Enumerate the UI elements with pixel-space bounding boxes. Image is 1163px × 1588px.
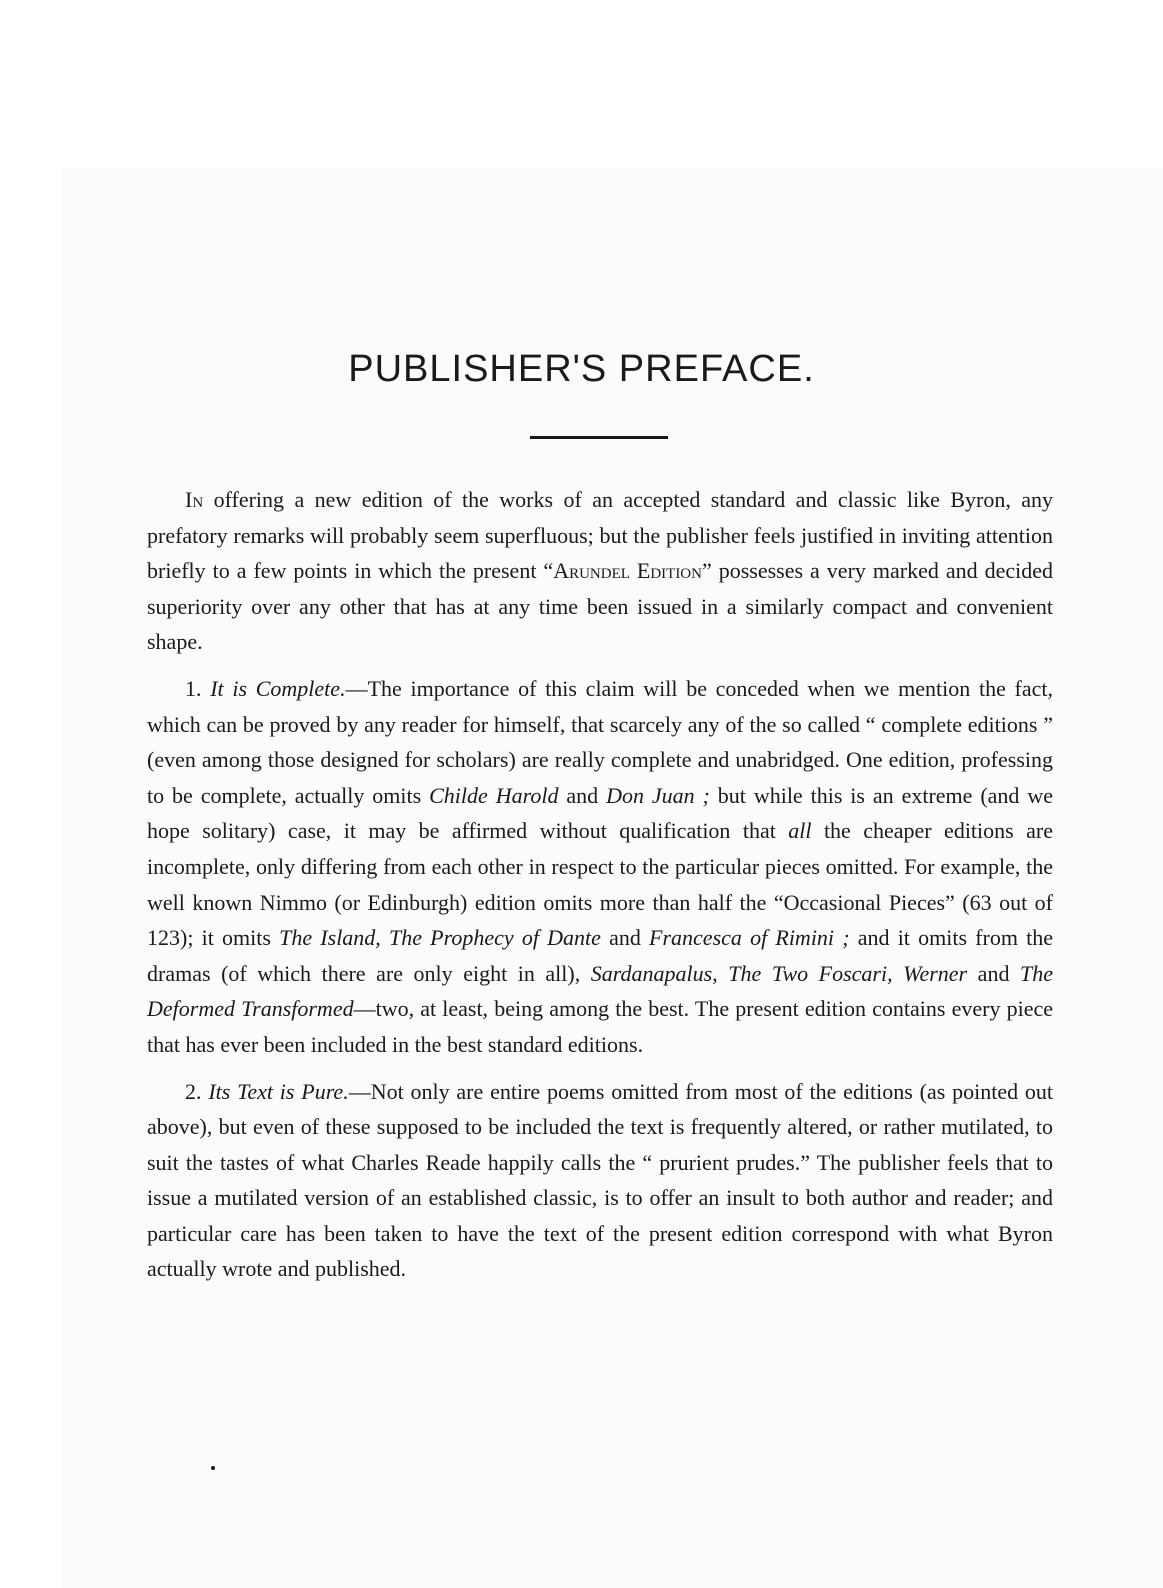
point-1-text-4: and it omits from the dramas (of which there are only eight in all), <box>147 925 1054 986</box>
intro-text-2: ” possesses a very marked and decided superiority over any other that has at any time been issued in a similarly compact and convenient shape. <box>147 558 1053 655</box>
title-divider <box>530 436 668 439</box>
point-1-paragraph <box>147 671 1053 1063</box>
point-1-text-2: but while this is an extreme (and we hope solitary) case, it may be affirmed without qualification that <box>147 782 1053 844</box>
work-don-juan: Don Juan ; <box>606 782 710 808</box>
point-1-text-3: the cheaper editions are incomplete, only differing from each other in respect to the particular pieces omitted. For example, the well known Nimmo (or Edinburgh) edition omits more than half the “Occasional Pieces” (63 out of 123); it omits <box>147 818 1053 951</box>
work-childe-harold: Childe Harold <box>429 782 559 808</box>
point-1-and-3: and <box>967 960 1020 986</box>
intro-lead-caps: In <box>185 487 204 512</box>
point-2-number: 2. <box>185 1078 202 1104</box>
point-1-text-1: —The importance of this claim will be conceded when we mention the fact, which can be proved by any reader for himself, that scarcely any of the so called “ complete editions ” (even among those designed for scholars) are really complete and unabridged. One edition, professing to be complete, actually omits <box>147 675 1054 808</box>
work-island-prophecy: The Island, The Prophecy of Dante <box>279 925 601 951</box>
point-1-and-2: and <box>600 925 650 951</box>
point-2-paragraph <box>147 1074 1053 1288</box>
stray-dot-mark <box>211 1466 215 1470</box>
work-two-foscari-werner: The Two Foscari, Werner <box>728 960 968 986</box>
edition-name: Arundel Edition <box>553 558 702 584</box>
point-2-text-1: —Not only are entire poems omitted from most of the editions (as pointed out above), but even of these supposed to be included the text is frequently altered, or rather mutilated, to suit the tastes of what Charles Reade happily calls the “ prurient prudes.” The publisher feels that to issue a mutilated version of an established classic, is to offer an insult to both author and reader; and particular care has been taken to have the text of the present edition correspond with what Byron actually wrote and published. <box>147 1078 1054 1282</box>
point-1-heading: It is Complete. <box>210 675 346 701</box>
point-1-number: 1. <box>185 675 202 701</box>
intro-text-1: offering a new edition of the works of an accepted standard and classic like Byron, any prefatory remarks will probably seem superfluous; but the publisher feels justified in inviting attention briefly to a few points in which the present “ <box>147 487 1053 584</box>
point-1-and-1: and <box>558 782 607 808</box>
point-2-heading: Its Text is Pure. <box>208 1078 349 1104</box>
point-1-text-5: —two, at least, being among the best. The present edition contains every piece that has ever been included in the best standard editions. <box>147 996 1053 1057</box>
page-title: PUBLISHER'S PREFACE. <box>348 348 815 390</box>
work-deformed-transformed: The Deformed Transformed <box>147 960 1053 1022</box>
preface-body <box>147 482 1053 1298</box>
intro-paragraph <box>147 482 1053 660</box>
emphasis-all: all <box>788 818 812 844</box>
work-francesca: Francesca of Rimini ; <box>649 925 850 951</box>
point-1-comma-1: , <box>712 960 729 986</box>
work-sardanapalus: Sardanapalus <box>590 960 713 986</box>
